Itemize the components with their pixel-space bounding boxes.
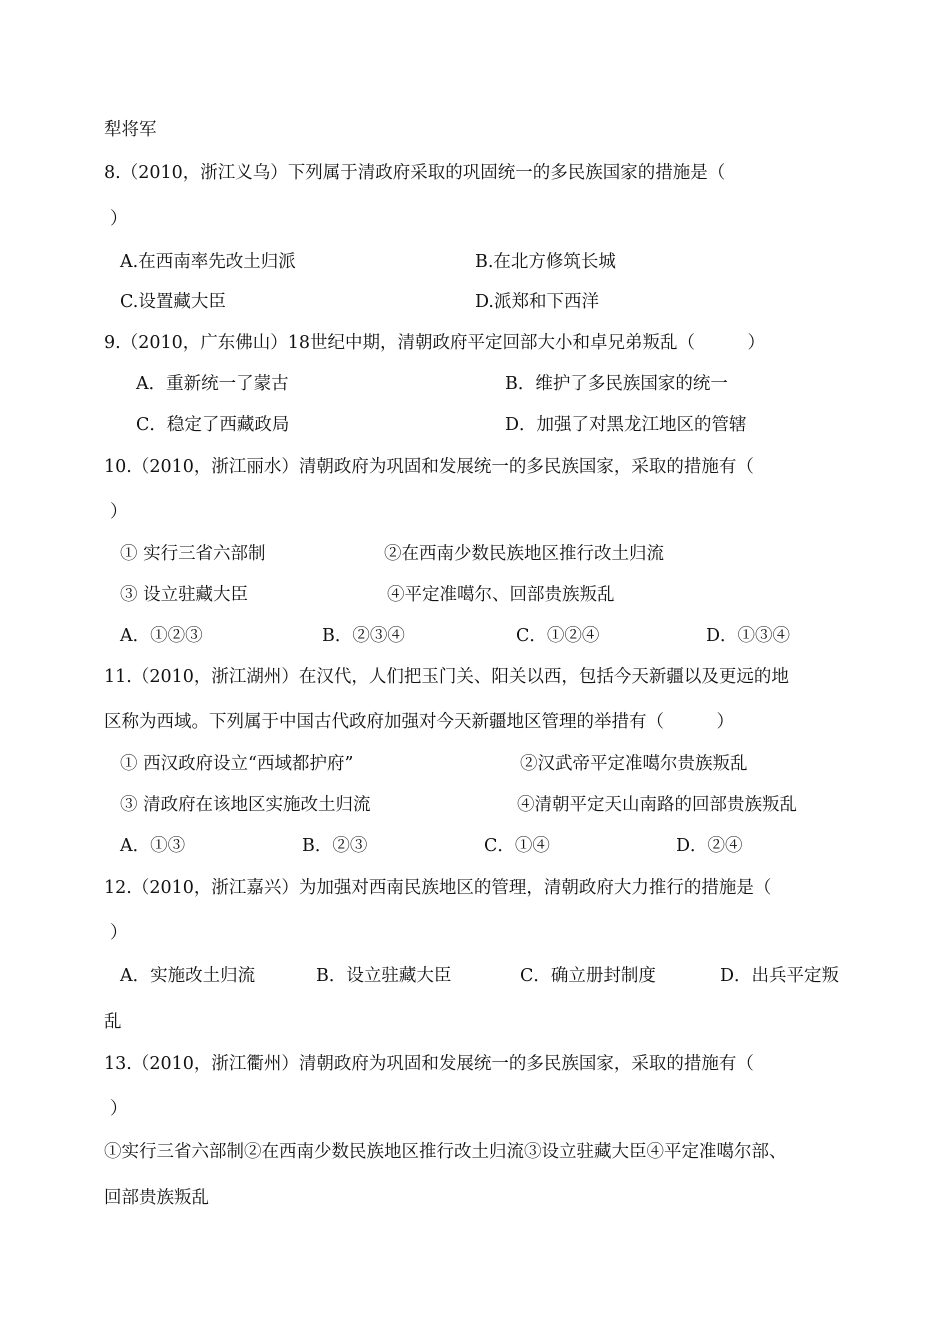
question-10-item-3: ③ 设立驻藏大臣 xyxy=(120,585,249,605)
question-12-stem: 12.（2010，浙江嘉兴）为加强对西南民族地区的管理，清朝政府大力推行的措施是（ xyxy=(104,878,772,898)
question-11-item-4: ④清朝平定天山南路的回部贵族叛乱 xyxy=(517,795,797,815)
question-13-stem: 13.（2010，浙江衢州）清朝政府为巩固和发展统一的多民族国家，采取的措施有（ xyxy=(104,1054,754,1074)
question-9-stem: 9.（2010，广东佛山）18世纪中期，清朝政府平定回部大小和卓兄弟叛乱（ ） xyxy=(104,333,765,353)
question-12-stem-end: ） xyxy=(110,923,128,943)
question-10-option-d: D．①③④ xyxy=(706,626,791,646)
text-line: 犁将军 xyxy=(104,120,157,140)
question-13-stem-end: ） xyxy=(110,1099,128,1119)
question-8-option-b: B.在北方修筑长城 xyxy=(475,252,616,272)
question-9-option-d: D．加强了对黑龙江地区的管辖 xyxy=(505,415,747,435)
question-10-option-a: A．①②③ xyxy=(120,626,203,646)
question-13-items: ①实行三省六部制②在西南少数民族地区推行改土归流③设立驻藏大臣④平定准噶尔部、 xyxy=(104,1142,787,1162)
question-11-option-c: C．①④ xyxy=(484,836,550,856)
question-11-item-1: ① 西汉政府设立“西域都护府” xyxy=(120,754,354,774)
question-12-option-d: D．出兵平定叛 xyxy=(720,966,840,986)
question-12-option-a: A．实施改土归流 xyxy=(120,966,256,986)
question-9-option-c: C．稳定了西藏政局 xyxy=(136,415,290,435)
question-8-option-d: D.派郑和下西洋 xyxy=(475,292,599,312)
question-11-stem-cont: 区称为西域。下列属于中国古代政府加强对今天新疆地区管理的举措有（ ） xyxy=(104,712,734,732)
question-12-option-c: C．确立册封制度 xyxy=(520,966,656,986)
question-8-stem-end: ） xyxy=(110,209,128,229)
question-10-stem-end: ） xyxy=(110,502,128,522)
question-10-item-2: ②在西南少数民族地区推行改土归流 xyxy=(384,544,664,564)
question-9-option-b: B．维护了多民族国家的统一 xyxy=(505,374,728,394)
question-10-option-c: C．①②④ xyxy=(516,626,600,646)
question-11-item-3: ③ 清政府在该地区实施改土归流 xyxy=(120,795,371,815)
question-11-option-d: D．②④ xyxy=(676,836,743,856)
question-13-items-cont: 回部贵族叛乱 xyxy=(104,1188,209,1208)
question-9-option-a: A．重新统一了蒙古 xyxy=(136,374,289,394)
question-11-item-2: ②汉武帝平定准噶尔贵族叛乱 xyxy=(520,754,748,774)
question-8-option-c: C.设置藏大臣 xyxy=(120,292,226,312)
question-12-option-d-cont: 乱 xyxy=(104,1012,122,1032)
question-10-stem: 10.（2010，浙江丽水）清朝政府为巩固和发展统一的多民族国家，采取的措施有（ xyxy=(104,457,754,477)
question-12-option-b: B．设立驻藏大臣 xyxy=(316,966,452,986)
question-8-option-a: A.在西南率先改土归派 xyxy=(120,252,296,272)
question-10-item-1: ① 实行三省六部制 xyxy=(120,544,266,564)
question-11-stem: 11.（2010，浙江湖州）在汉代，人们把玉门关、阳关以西，包括今天新疆以及更远的地 xyxy=(104,667,789,687)
question-8-stem: 8.（2010，浙江义乌）下列属于清政府采取的巩固统一的多民族国家的措施是（ xyxy=(104,163,726,183)
question-11-option-a: A．①③ xyxy=(120,836,186,856)
question-10-item-4: ④平定准噶尔、回部贵族叛乱 xyxy=(387,585,615,605)
question-10-option-b: B．②③④ xyxy=(322,626,405,646)
question-11-option-b: B．②③ xyxy=(302,836,368,856)
